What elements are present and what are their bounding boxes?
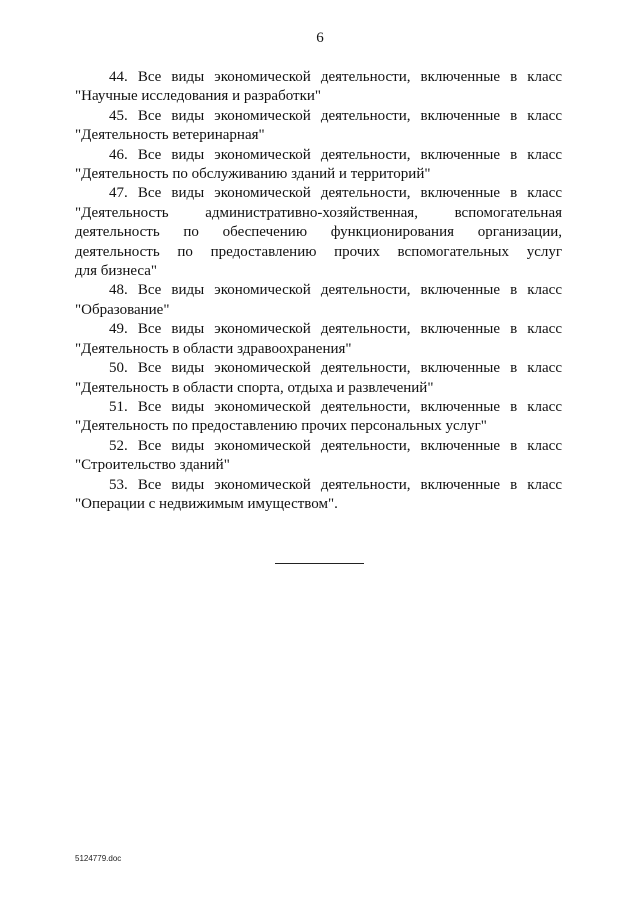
list-item-51 bbox=[75, 398, 562, 437]
list-item-44 bbox=[75, 68, 562, 107]
list-item-line: "Образование" bbox=[75, 301, 170, 318]
list-item-line: "Деятельность административно-хозяйственная, вспомогательная bbox=[75, 204, 562, 221]
list-item-49 bbox=[75, 320, 562, 359]
page-number: 6 bbox=[316, 30, 324, 46]
list-item-52 bbox=[75, 437, 562, 476]
list-item-line: 48. Все виды экономической деятельности, включенные в класс bbox=[109, 282, 562, 299]
list-item-line: деятельность по обеспечению функционирования организации, bbox=[75, 224, 562, 241]
document-file-reference: 5124779.doc bbox=[75, 854, 122, 863]
list-item-line: "Деятельность по обслуживанию зданий и территорий" bbox=[75, 166, 431, 183]
end-separator-line bbox=[275, 563, 364, 564]
list-item-53 bbox=[75, 476, 562, 515]
list-item-48 bbox=[75, 281, 562, 320]
list-item-line: "Деятельность ветеринарная" bbox=[75, 127, 265, 144]
list-item-47 bbox=[75, 184, 562, 281]
list-item-line: 52. Все виды экономической деятельности, включенные в класс bbox=[109, 437, 562, 454]
list-item-line: 46. Все виды экономической деятельности, включенные в класс bbox=[109, 146, 562, 163]
list-item-line: "Операции с недвижимым имуществом". bbox=[75, 495, 338, 512]
list-item-line: "Строительство зданий" bbox=[75, 457, 230, 474]
list-item-line: деятельность по предоставлению прочих вспомогательных услуг bbox=[75, 243, 562, 260]
list-item-line: 50. Все виды экономической деятельности, включенные в класс bbox=[109, 360, 562, 377]
list-item-line: "Научные исследования и разработки" bbox=[75, 88, 322, 105]
list-item-line: 53. Все виды экономической деятельности, включенные в класс bbox=[109, 476, 562, 493]
list-item-line: "Деятельность в области спорта, отдыха и развлечений" bbox=[75, 379, 434, 396]
list-item-line: 49. Все виды экономической деятельности, включенные в класс bbox=[109, 321, 562, 338]
list-item-line: "Деятельность в области здравоохранения" bbox=[75, 340, 352, 357]
list-item-line: для бизнеса" bbox=[75, 263, 158, 280]
list-item-line: 45. Все виды экономической деятельности, включенные в класс bbox=[109, 107, 562, 124]
list-item-50 bbox=[75, 359, 562, 398]
list-item-line: 51. Все виды экономической деятельности, включенные в класс bbox=[109, 398, 562, 415]
list-item-line: 47. Все виды экономической деятельности, включенные в класс bbox=[109, 185, 562, 202]
list-item-46 bbox=[75, 146, 562, 185]
list-item-line: "Деятельность по предоставлению прочих персональных услуг" bbox=[75, 418, 487, 435]
list-item-line: 44. Все виды экономической деятельности, включенные в класс bbox=[109, 69, 562, 85]
list-items bbox=[75, 68, 562, 514]
list-item-45 bbox=[75, 107, 562, 146]
